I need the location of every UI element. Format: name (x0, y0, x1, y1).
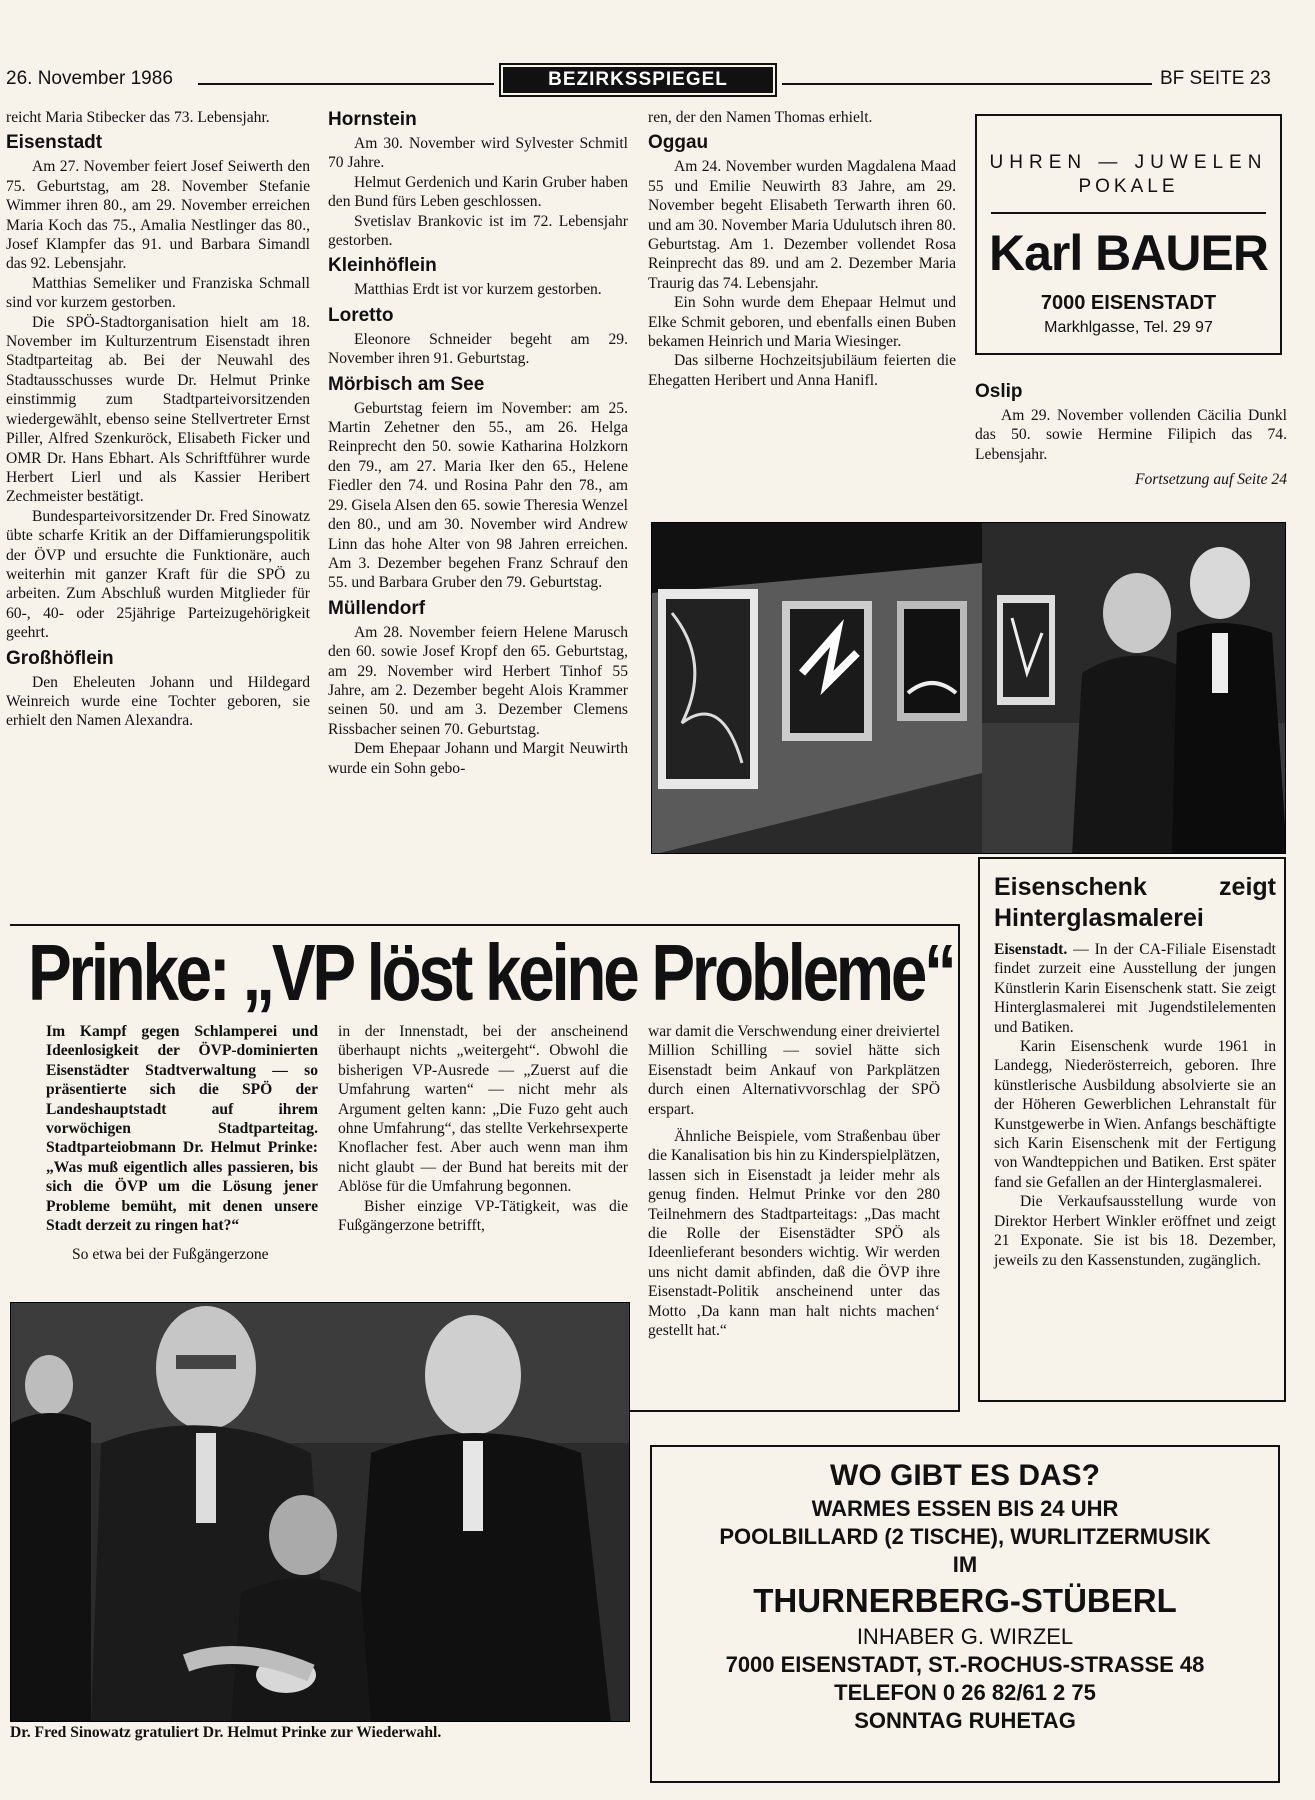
ad-divider (991, 212, 1266, 214)
ad-line: SONNTAG RUHETAG (854, 1708, 1076, 1733)
article-headline: Prinke: „VP löst keine Probleme“ (28, 928, 954, 1017)
section-heading-hornstein: Hornstein (328, 109, 417, 130)
section-heading-kleinhoeflein: Kleinhöflein (328, 255, 437, 277)
exhibition-photo-illustration (652, 523, 1286, 854)
paragraph: Bisher einzige VP-Tätigkeit, was die Fußgängerzone betrifft, (338, 1197, 628, 1235)
article-photo-illustration (11, 1303, 630, 1722)
ad-line: POKALE (1078, 176, 1179, 197)
ad-line: IM (952, 1552, 978, 1577)
paragraph: Am 29. November vollenden Cäcilia Dunkl das 50. sowie Hermine Filipich das 74. Lebensjahr. (975, 407, 1287, 463)
paragraph: Helmut Gerdenich und Karin Gruber haben den Bund fürs Leben geschlossen. (328, 173, 628, 211)
dateline: Eisenstadt. (994, 941, 1068, 958)
paragraph: reicht Maria Stibecker das 73. Lebensjahr. (6, 109, 270, 126)
header-rule-left (198, 83, 494, 85)
article-column-2 (338, 1022, 628, 1235)
column-3 (648, 108, 956, 390)
ad-line: WO GIBT ES DAS? (830, 1459, 1100, 1492)
ad-line: WARMES ESSEN BIS 24 UHR (811, 1496, 1119, 1521)
issue-date: 26. November 1986 (6, 68, 173, 89)
ad-company-name: Karl BAUER (989, 225, 1268, 281)
paragraph: Am 24. November wurden Magdalena Maad 55 und Emilie Neuwirth 83 Jahre, am 29. November begeht Elisabeth Terwarth ihren 60. und am 30. November Maria Udulutsch ihren 80. Geburtstag. Am 1. Dezember vollendet Rosa Reinprecht das 89. und am 2. Dezember Maria Traurig das 74. Lebensjahr. (648, 158, 956, 292)
ad-line: UHREN — JUWELEN (989, 152, 1268, 173)
paragraph: Eleonore Schneider begeht am 29. November ihren 91. Geburtstag. (328, 330, 628, 368)
ad-line: TELEFON 0 26 82/61 2 75 (834, 1680, 1096, 1705)
paragraph: Matthias Erdt ist vor kurzem gestorben. (354, 281, 602, 299)
paragraph: Die Verkaufsausstellung wurde von Direktor Herbert Winkler eröffnet und zeigt 21 Exponate. Sie ist bis 18. Dezember, jeweils zu den Kassenstunden, zugänglich. (994, 1193, 1276, 1269)
header-rule-right (782, 83, 1152, 85)
column-2 (328, 108, 628, 778)
section-title: BEZIRKSSPIEGEL (503, 67, 773, 93)
paragraph: Die SPÖ-Stadtorganisation hielt am 18. November im Kulturzentrum Eisenstadt ihren Stadtparteitag ab. Bei der Neuwahl des Stadtausschusses wurde Dr. Helmut Prinke einstimmig zum Stadtparteivorsitzenden wiedergewählt, ebenso seine Stellvertreter Ernst Piller, Alfred Szenkuröck, Elisabeth Ficker und OMR Dr. Hans Ebhart. Als Schriftführer wurde Herbert Lierl und als Kassier Heribert Zechmeister bestätigt. (6, 313, 310, 506)
paragraph: Svetislav Brankovic ist im 72. Lebensjahr gestorben. (328, 212, 628, 250)
paragraph: Ähnliche Beispiele, vom Straßenbau über die Kanalisation bis hin zu Kinderspielplätzen, lassen sich in Eisenstadt ja leider mehr als genug finden. Helmut Prinke vor den 280 Teilnehmern des Stadtparteitags: „Das macht die Rolle der Eisenstädter SPÖ als Ideenlieferant besonders wichtig. Wir werden uns nicht damit abfinden, daß die ÖVP ihre Eisenstadt-Politik anscheinend unter das Motto ‚Da kann man halt nichts machen‘ gestellt hat.“ (648, 1128, 940, 1340)
ad-city: 7000 EISENSTADT (1040, 292, 1217, 314)
article-lead: Im Kampf gegen Schlamperei und Ideenlosigkeit der ÖVP-dominierten Eisenstädter Stadtverwaltung — so präsentierte sich die SPÖ der Landeshauptstadt auf ihrem vorwöchigen Stadtparteitag. Stadtparteiobmann Dr. Helmut Prinke: „Was muß eigentlich alles passieren, bis sich die ÖVP um die Lösung jener Probleme bemüht, mit denen unsere Stadt derzeit zu ringen hat?“ (46, 1023, 318, 1235)
ad-line: INHABER G. WIRZEL (856, 1624, 1074, 1649)
ad-line: POOLBILLARD (2 TISCHE), WURLITZERMUSIK (719, 1524, 1211, 1549)
section-heading-muellendorf: Müllendorf (328, 597, 426, 619)
paragraph: Geburtstag feiern im November: am 25. Martin Zehetner den 55., am 26. Helga Reinprecht den 50. sowie Katharina Holzkorn den 79., am 27. Maria Iker den 65., Helene Fiedler den 74. und Rosina Pahr den 78., am 29. Gisela Alsen den 65. sowie Theresia Wenzel den 80., und am 30. November wird Andrew Linn das hohe Alter von 98 Jahren erreichen. Am 3. Dezember begehen Franz Schrauf den 55. und Barbara Gruber den 79. Geburtstag. (328, 399, 629, 592)
paragraph (994, 940, 1276, 1037)
paragraph: Das silberne Hochzeitsjubiläum feierten die Ehegatten Heribert und Anna Hanifl. (648, 352, 956, 389)
article-photo (10, 1302, 630, 1722)
section-heading-grosshoeflein: Großhöflein (6, 647, 114, 669)
section-heading-eisenstadt: Eisenstadt (6, 132, 103, 154)
paragraph: Ein Sohn wurde dem Ehepaar Helmut und Elke Schmit geboren, und ebenfalls einen Buben bekamen Heinrich und Maria Wiesinger. (648, 294, 956, 351)
advertisement-thurnerberg (650, 1445, 1280, 1783)
paragraph: ren, der den Namen Thomas erhielt. (648, 109, 873, 126)
paragraph: Bundesparteivorsitzender Dr. Fred Sinowatz übte scharfe Kritik an der Diffamierungspolitik der ÖVP und ersuchte die Funktionäre, auch weiterhin mit ganzer Kraft für die SPÖ zu arbeiten. Zum Abschluß wurden Mitglieder für 60-, 40- oder 25jährige Parteizugehörigkeit geehrt. (6, 507, 310, 642)
eisenschenk-headline: Eisenschenk zeigt Hinterglasmalerei (994, 873, 1276, 932)
section-heading-loretto: Loretto (328, 304, 394, 326)
article-column-1 (46, 1022, 318, 1265)
advertisement-karl-bauer (975, 114, 1282, 355)
section-heading-oslip: Oslip (975, 381, 1023, 402)
section-heading-oggau: Oggau (648, 132, 709, 154)
paragraph: Am 27. November feiert Josef Seiwerth den 75. Geburtstag, am 28. November Stefanie Wimmer ihren 80., am 29. November erreichen Maria Koch das 75., Amalia Nestlinger das 80., Josef Klampfer das 91. und Barbara Simandl das 92. Lebensjahr. (6, 158, 310, 273)
section-banner (499, 63, 777, 97)
oslip-section (975, 380, 1287, 490)
paragraph-text: — In der CA-Filiale Eisenstadt findet zurzeit eine Ausstellung der jungen Künstlerin Karin Eisenschenk statt. Sie zeigt Hinterglasmalerei mit Jugendstilelementen und Batiken. (994, 941, 1276, 1036)
paragraph: Karin Eisenschenk wurde 1961 in Landegg, Niederösterreich, geboren. Ihre künstlerische Ausbildung absolvierte sie an der Höheren Gewerblichen Lehranstalt für Kunstgewerbe in Wien. Anfangs beschäftigte sich Karin Eisenschenk mit der Fertigung von Wandteppichen und Batiken. Erst später fand sie Gefallen an der Hinterglasmalerei. (994, 1038, 1276, 1191)
paragraph: Dem Ehepaar Johann und Margit Neuwirth wurde ein Sohn gebo- (328, 740, 628, 777)
paragraph: Den Eheleuten Johann und Hildegard Weinreich wurde eine Tochter geboren, sie erhielt den Namen Alexandra. (6, 673, 310, 730)
ad-business-name: THURNERBERG-STÜBERL (753, 1582, 1177, 1619)
section-heading-moerbisch: Mörbisch am See (328, 373, 485, 395)
paragraph: So etwa bei der Fußgängerzone (72, 1246, 269, 1264)
paragraph: in der Innenstadt, bei der anscheinend überhaupt nichts „weitergeht“. Obwohl die bisherigen VP-Ausrede — „Zuerst auf die Umfahrung warten“ — nicht mehr als Argument gelten kann: „Die Fuzo geht auch ohne Umfahrung“, das stellte Verkehrsexperte Knoflacher fest. Aber auch wenn man ihm nicht glaubt — der Bund hat bereits mit der Ablöse für die Umfahrung begonnen. (338, 1023, 628, 1196)
paragraph: Matthias Semeliker und Franziska Schmall sind vor kurzem gestorben. (6, 274, 310, 312)
ad-line: 7000 EISENSTADT, ST.-ROCHUS-STRASSE 48 (725, 1652, 1205, 1677)
paragraph: Am 28. November feiern Helene Marusch den 60. sowie Josef Kropf den 65. Geburtstag, am 29. November wird Herbert Tinhof 55 Jahre, am 2. Dezember begeht Alois Krammer seinen 50. und am 3. Dezember Clemens Rissbacher seinen 70. Geburtstag. (328, 623, 628, 738)
paragraph: war damit die Verschwendung einer dreiviertel Million Schilling — soviel hätte sich Eisenstadt beim Ankauf von Parkplätzen durch einen Alternativvorschlag der SPÖ erspart. (648, 1023, 940, 1118)
column-1 (6, 108, 310, 731)
page-number: BF SEITE 23 (1160, 68, 1271, 89)
eisenschenk-article (994, 872, 1276, 1270)
exhibition-photo (651, 522, 1286, 854)
continuation-note: Fortsetzung auf Seite 24 (1134, 471, 1287, 489)
ad-address: Markhlgasse, Tel. 29 97 (1044, 319, 1213, 336)
paragraph: Am 30. November wird Sylvester Schmitl 70 Jahre. (328, 135, 628, 172)
photo-caption: Dr. Fred Sinowatz gratuliert Dr. Helmut Prinke zur Wiederwahl. (10, 1724, 442, 1741)
article-column-3 (648, 1022, 940, 1341)
